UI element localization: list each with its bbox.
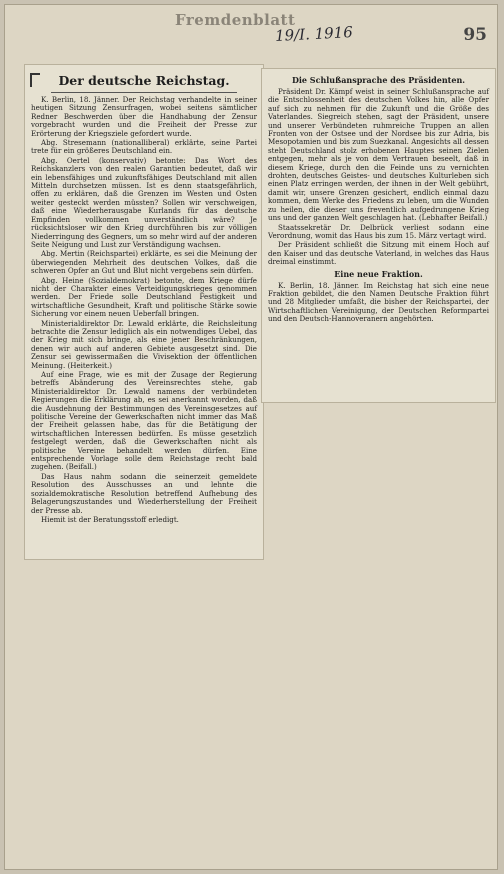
paragraph: Das Haus nahm sodann die seinerzeit gemeldete Resolution des Ausschusses an und lehnte die sozialdemokratische Resolution betreffend Aufhebung des Belagerungszustandes und Wiederherstellung der Freiheit der Presse ab.: [31, 471, 257, 515]
section-title: Die Schlußansprache des Präsidenten.: [291, 75, 466, 85]
page-number: 95: [463, 25, 487, 45]
paragraph: Der Präsident schließt die Sitzung mit einem Hoch auf den Kaiser und das deutsche Vaterland, in welches das Haus dreimal einstimmt.: [268, 240, 489, 267]
masthead-stamp: Fremdenblatt: [175, 11, 296, 29]
paragraph: Abg. Heine (Sozialdemokrat) betonte, dem Kriege dürfe nicht der Charakter eines Verteidigungskrieges genommen werden. Der Friede solle Deutschland Festigkeit und wirtschaftliche Gesundheit, Kraft und politische Stärke sowie Sicherung vor einem neuen Ueberfall bringen.: [31, 275, 257, 319]
paragraph: Staatssekretär Dr. Delbrück verliest sodann eine Verordnung, womit das Haus bis zum 15. März vertagt wird.: [268, 222, 489, 240]
paragraph: Auf eine Frage, wie es mit der Zusage der Regierung betreffs Abänderung des Vereinsrechtes stehe, gab Ministerialdirektor Dr. Lewald namens der verbündeten Regierungen die Erklärung ab, es sei anerkannt worden, daß die Ausdehnung der Bestimmungen des Vereinsgesetzes auf politische Vereine der Gewerkschaften nicht immer das Maß der Freiheit gelassen habe, das für die Betätigung der wirtschaftlichen Interessen bedürfen. Es müsse gesetzlich festgelegt werden, daß die Gewerkschaften nicht als politische Vereine behandelt werden dürfen. Eine entsprechende Vorlage solle dem Reichstage recht bald zugehen. (Beifall.): [31, 370, 257, 472]
section-subtitle: Eine neue Fraktion.: [334, 268, 423, 279]
right-clipping: [261, 68, 496, 403]
paragraph: Hiemit ist der Beratungsstoff erledigt.: [41, 514, 179, 524]
paragraph: Ministerialdirektor Dr. Lewald erklärte, die Reichsleitung betrachte die Zensur lediglich als ein notwendiges Uebel, das der Krieg mit sich bringe, als eine jener Beschränkungen, denen wir auch auf anderen Gebiete ausgesetzt sind. Die Zensur sei gewissermaßen die Vivisektion der öffentlichen Meinung. (Heiterkeit.): [31, 318, 257, 370]
paragraph: K. Berlin, 18. Jänner. Der Reichstag verhandelte in seiner heutigen Sitzung Zensurfragen, wobei seitens sämtlicher Redner Beschwerden über die Handhabung der Zensur vorgebracht wurden und die Freiheit der Presse zur Erörterung der Kriegsziele gefordert wurde.: [31, 95, 257, 138]
paragraph: Abg. Stresemann (nationalliberal) erklärte, seine Partei trete für ein größeres Deutschland ein.: [31, 138, 257, 156]
column-bracket: [30, 73, 40, 87]
divider: [51, 92, 237, 93]
paragraph: Präsident Dr. Kämpf weist in seiner Schlußansprache auf die Entschlossenheit des deutschen Volkes hin, alle Opfer auf sich zu nehmen für die Zukunft und die Größe des Vaterlandes. Siegreich stehen, sagt der Präsident, unsere und unserer Verbündeten ruhmreiche Truppen an allen Fronten von der Ostsee und der Nordsee bis zur Adria, bis Mesopotamien und bis zum Suezkanal. Angesichts all dessen steht Deutschland stolz erhobenen Hauptes seinen Zielen entgegen, mehr als je von dem Vertrauen beseelt, daß in diesem Kriege, durch den die Feinde uns zu vernichten drohten, deutsches Geistes- und deutsches Kulturleben sich einen Platz erringen werden, der ihnen in der Welt gebührt, damit wir, unsere Grenzen gesichert, endlich einmal dazu kommen, dem Werke des Friedens zu leben, um die Wunden zu heilen, die dieser uns freventlich aufgedrungene Krieg uns und der ganzen Welt geschlagen hat. (Lebhafter Beifall.): [268, 87, 489, 223]
article-title: Der deutsche Reichstag.: [58, 73, 230, 88]
handwritten-date: 19/I. 1916: [274, 22, 354, 46]
left-clipping: [24, 64, 264, 560]
paragraph: Abg. Mertin (Reichspartei) erklärte, es sei die Meinung der überwiegenden Mehrheit des deutschen Volkes, daß die schweren Opfer an Gut und Blut nicht vergebens sein dürfen.: [31, 249, 257, 276]
paragraph: K. Berlin, 18. Jänner. Im Reichstag hat sich eine neue Fraktion gebildet, die den Namen Deutsche Fraktion führt und 28 Mitglieder umfaßt, die bisher der Reichspartei, der Wirtschaftlichen Vereinigung, der Deutschen Reformpartei und den Deutsch-Hannoveranern angehörten.: [268, 280, 489, 324]
paragraph: Abg. Oertel (konservativ) betonte: Das Wort des Reichskanzlers von den realen Garantien bedeutet, daß wir ein lebensfähiges und zukunftsfähiges Deutschland mit allen Mitteln durchsetzen müssen. Ist es denn staatsgefährlich, offen zu erklären, daß die Grenzen im Westen und Osten weiter gesteckt werden müssten? Sollen wir verschweigen, daß eine Wiederherausgabe Kurlands für das deutsche Empfinden vollkommen unverständlich wäre? Je rücksichtsloser wir den Krieg durchführen bis zur völligen Niederringung des Gegners, um so mehr wird auf der anderen Seite Neigung und Lust zur Verständigung wachsen.: [31, 155, 257, 249]
